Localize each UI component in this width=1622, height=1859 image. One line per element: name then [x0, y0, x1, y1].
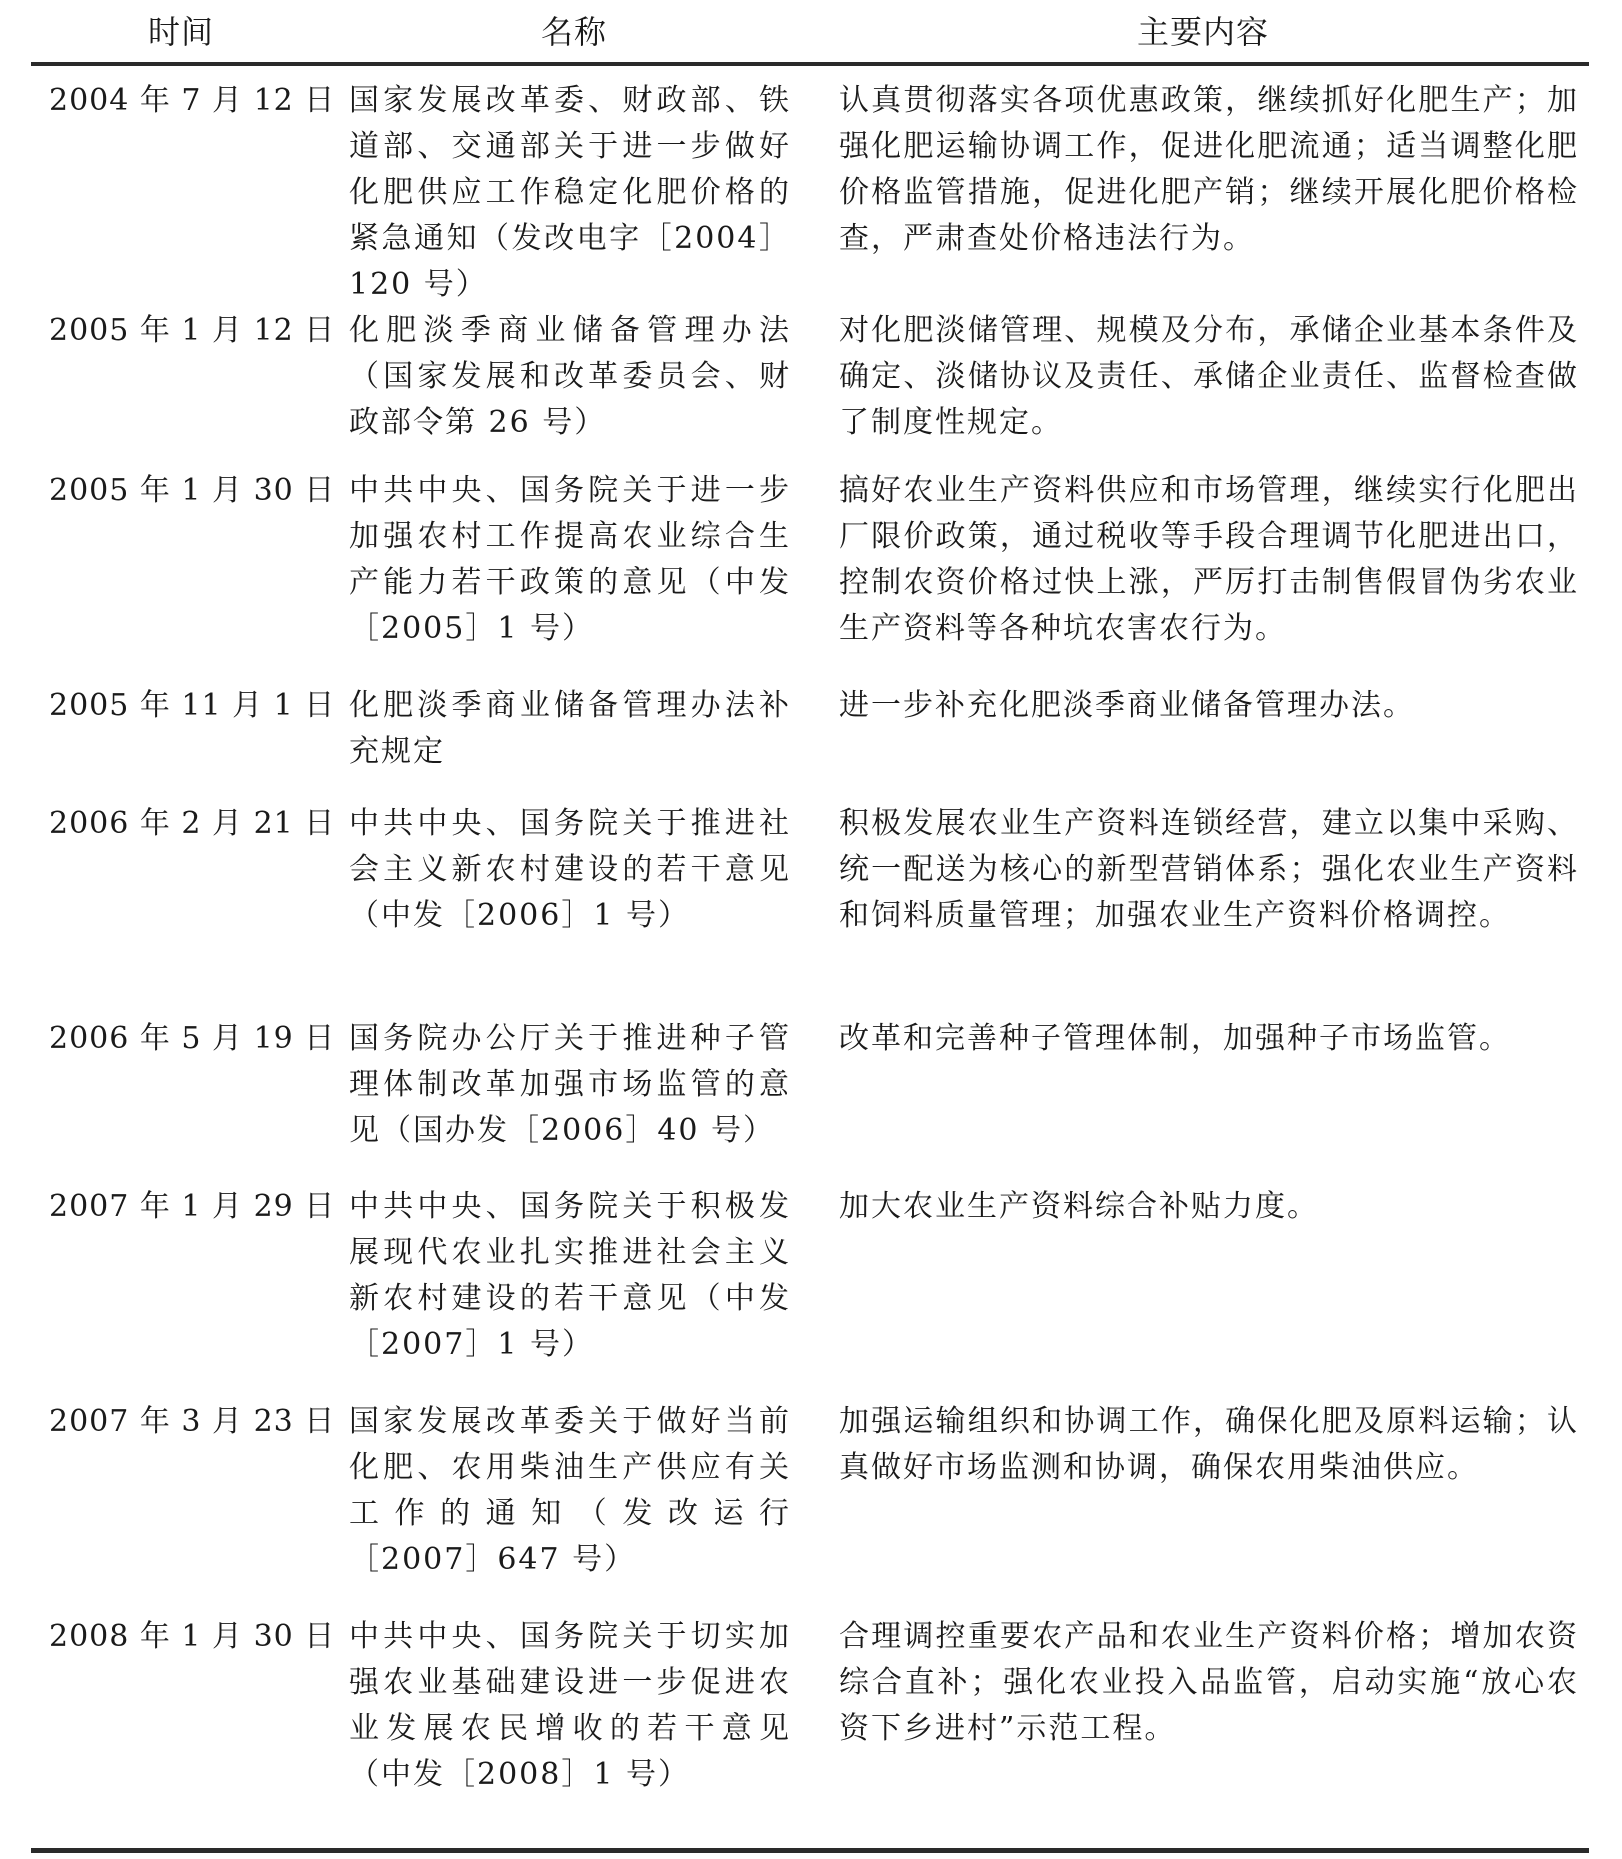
policy-table [31, 0, 1589, 1814]
table-row [31, 468, 1589, 683]
row-date: 2006 年 5 月 19 日 [49, 1021, 336, 1056]
table-row [31, 308, 1589, 468]
table-row [31, 1399, 1589, 1614]
row-name: 中共中央、国务院关于推进社会主义新农村建设的若干意见（中发［2006］1 号） [349, 806, 791, 933]
row-name: 国务院办公厅关于推进种子管理体制改革加强市场监管的意见（国办发［2006］40 号） [349, 1021, 791, 1148]
row-content: 积极发展农业生产资料连锁经营，建立以集中采购、统一配送为核心的新型营销体系；强化农业生产资料和饲料质量管理；加强农业生产资料价格调控。 [839, 806, 1579, 933]
row-name: 中共中央、国务院关于切实加强农业基础建设进一步促进农业发展农民增收的若干意见（中发［2008］1 号） [349, 1619, 791, 1792]
row-date: 2007 年 3 月 23 日 [49, 1404, 336, 1439]
row-name: 国家发展改革委关于做好当前化肥、农用柴油生产供应有关工作的通知（发改运行［2007］647 号） [349, 1404, 791, 1577]
row-name: 化肥淡季商业储备管理办法（国家发展和改革委员会、财政部令第 26 号） [349, 313, 791, 440]
row-date: 2008 年 1 月 30 日 [49, 1619, 336, 1654]
row-content: 认真贯彻落实各项优惠政策，继续抓好化肥生产；加强化肥运输协调工作，促进化肥流通；适当调整化肥价格监管措施，促进化肥产销；继续开展化肥价格检查，严肃查处价格违法行为。 [839, 83, 1579, 256]
row-name: 化肥淡季商业储备管理办法补充规定 [349, 688, 791, 769]
header-row [31, 0, 1589, 60]
row-content: 搞好农业生产资料供应和市场管理，继续实行化肥出厂限价政策，通过税收等手段合理调节化肥进出口，控制农资价格过快上涨，严厉打击制售假冒伪劣农业生产资料等各种坑农害农行为。 [839, 473, 1579, 646]
header-name: 名称 [540, 13, 607, 51]
row-date: 2007 年 1 月 29 日 [49, 1189, 336, 1224]
row-content: 对化肥淡储管理、规模及分布，承储企业基本条件及确定、淡储协议及责任、承储企业责任、监督检查做了制度性规定。 [839, 313, 1579, 440]
header-date: 时间 [147, 13, 214, 51]
table-body [31, 60, 1589, 1814]
table-row [31, 1184, 1589, 1399]
row-name: 国家发展改革委、财政部、铁道部、交通部关于进一步做好化肥供应工作稳定化肥价格的紧急通知（发改电字［2004］120 号） [349, 83, 791, 302]
row-content: 进一步补充化肥淡季商业储备管理办法。 [839, 688, 1415, 723]
row-name: 中共中央、国务院关于积极发展现代农业扎实推进社会主义新农村建设的若干意见（中发［2007］1 号） [349, 1189, 791, 1362]
table-row [31, 801, 1589, 1016]
table-row [31, 683, 1589, 801]
row-content: 加大农业生产资料综合补贴力度。 [839, 1189, 1319, 1224]
table-row [31, 1614, 1589, 1814]
row-content: 合理调控重要农产品和农业生产资料价格；增加农资综合直补；强化农业投入品监管，启动实施“放心农资下乡进村”示范工程。 [839, 1619, 1579, 1746]
table-header [31, 0, 1589, 60]
row-date: 2005 年 11 月 1 日 [49, 688, 336, 723]
row-date: 2006 年 2 月 21 日 [49, 806, 336, 841]
table-bottom-rule [31, 1848, 1589, 1853]
table-row [31, 1016, 1589, 1184]
row-content: 加强运输组织和协调工作，确保化肥及原料运输；认真做好市场监测和协调，确保农用柴油供应。 [839, 1404, 1579, 1485]
table-row [31, 60, 1589, 308]
row-date: 2005 年 1 月 30 日 [49, 473, 336, 508]
row-date: 2004 年 7 月 12 日 [49, 83, 336, 118]
header-content: 主要内容 [1136, 13, 1269, 51]
row-content: 改革和完善种子管理体制，加强种子市场监管。 [839, 1021, 1511, 1056]
row-name: 中共中央、国务院关于进一步加强农村工作提高农业综合生产能力若干政策的意见（中发［2005］1 号） [349, 473, 791, 646]
row-date: 2005 年 1 月 12 日 [49, 313, 336, 348]
header-divider [31, 62, 1589, 66]
